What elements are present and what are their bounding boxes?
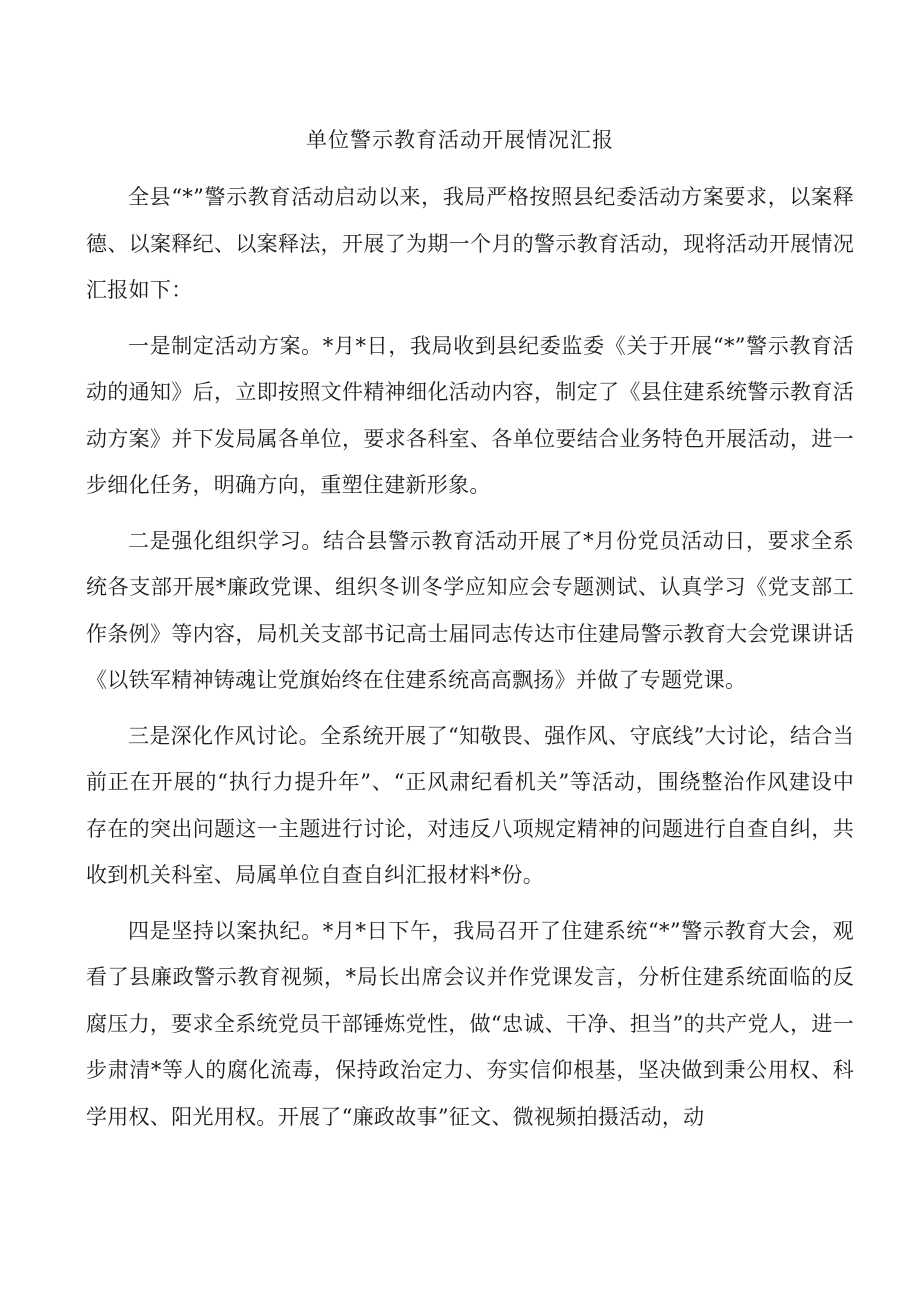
paragraph-study: 二是强化组织学习。结合县警示教育活动开展了*月份党员活动日，要求全系统各支部开展*廉政党课、组织冬训冬学应知应会专题测试、认真学习《党支部工作条例》等内容，局机关支部书记高士届同志传达市住建局警示教育大会党课讲话《以铁军精神铸魂让党旗始终在住建系统高高飘扬》并做了专题党课。 bbox=[86, 528, 854, 692]
paragraph-discipline: 四是坚持以案执纪。*月*日下午，我局召开了住建系统“*”警示教育大会，观看了县廉政警示教育视频，*局长出席会议并作党课发言，分析住建系统面临的反腐压力，要求全系统党员干部锤炼党性，做“忠诚、干净、担当”的共产党人，进一步肃清*等人的腐化流毒，保持政治定力、夯实信仰根基，坚决做到秉公用权、科学用权、阳光用权。开展了“廉政故事”征文、微视频拍摄活动，动 bbox=[86, 918, 854, 1129]
document-body bbox=[86, 174, 854, 1149]
paragraph-plan: 一是制定活动方案。*月*日，我局收到县纪委监委《关于开展“*”警示教育活动的通知》后，立即按照文件精神细化活动内容，制定了《县住建系统警示教育活动方案》并下发局属各单位，要求各科室、各单位要结合业务特色开展活动，进一步细化任务，明确方向，重塑住建新形象。 bbox=[86, 333, 854, 497]
document-title: 单位警示教育活动开展情况汇报 bbox=[306, 128, 614, 152]
paragraph-discussion: 三是深化作风讨论。全系统开展了“知敬畏、强作风、守底线”大讨论，结合当前正在开展的“执行力提升年”、“正风肃纪看机关”等活动，围绕整治作风建设中存在的突出问题这一主题进行讨论，对违反八项规定精神的问题进行自查自纠，共收到机关科室、局属单位自查自纠汇报材料*份。 bbox=[86, 723, 854, 887]
paragraph-intro: 全县“*”警示教育活动启动以来，我局严格按照县纪委活动方案要求，以案释德、以案释纪、以案释法，开展了为期一个月的警示教育活动，现将活动开展情况汇报如下： bbox=[86, 185, 854, 302]
